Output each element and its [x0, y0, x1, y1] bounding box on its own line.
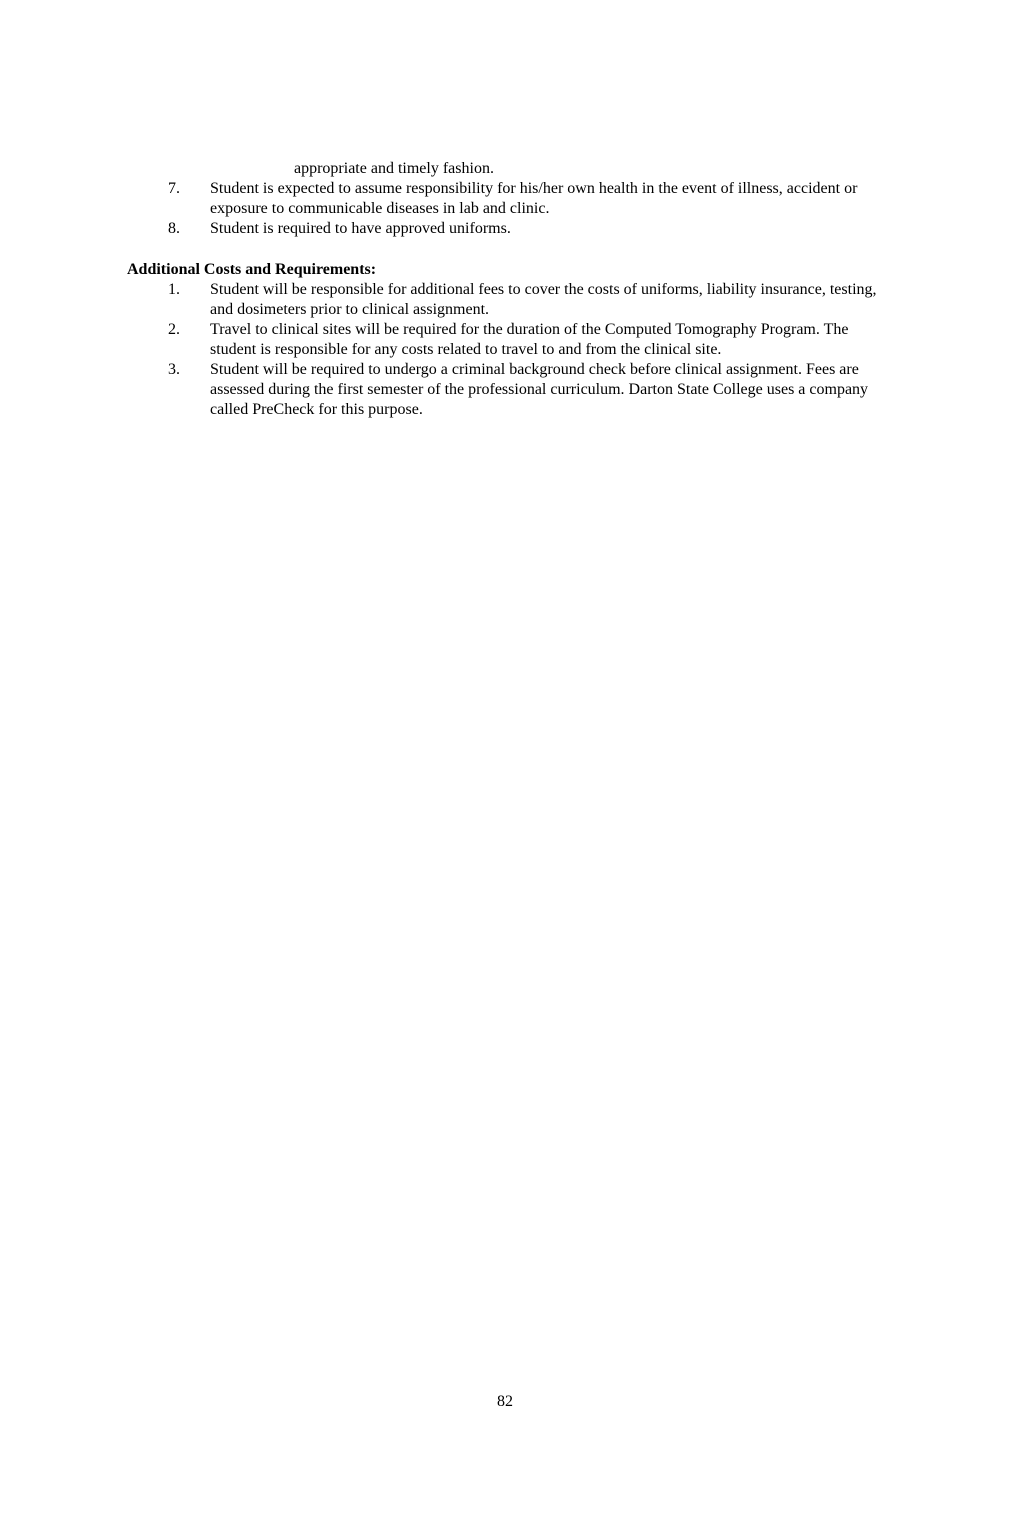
item-text: Student is expected to assume responsibility for his/her own health in the event of illness, accident or exposure to communicable diseases in lab and clinic. [210, 180, 858, 217]
item-number: 8. [168, 220, 180, 237]
item-text: Student is required to have approved uniforms. [210, 220, 511, 237]
item-number: 2. [168, 321, 180, 338]
list-item [0, 179, 1010, 219]
section-heading: Additional Costs and Requirements: [127, 261, 377, 278]
item-number: 1. [168, 281, 180, 298]
item-text: Student will be required to undergo a criminal background check before clinical assignment. Fees are assessed during the first semester of the professional curriculum. Darton State College uses a company called PreCheck for this purpose. [210, 361, 869, 418]
list-item [0, 360, 1010, 420]
continuation-text: appropriate and timely fashion. [294, 160, 494, 177]
item-number: 7. [168, 180, 180, 197]
item-text: Student will be responsible for additional fees to cover the costs of uniforms, liability insurance, testing, and dosimeters prior to clinical assignment. [210, 281, 877, 318]
responsibilities-list [0, 179, 1010, 239]
item-text: Travel to clinical sites will be required for the duration of the Computed Tomography Program. The student is responsible for any costs related to travel to and from the clinical site. [210, 321, 849, 358]
list-item [0, 219, 1010, 239]
costs-list [0, 280, 1010, 420]
page-number: 82 [497, 1393, 513, 1410]
item-number: 3. [168, 361, 180, 378]
list-item [0, 280, 1010, 320]
list-item [0, 320, 1010, 360]
